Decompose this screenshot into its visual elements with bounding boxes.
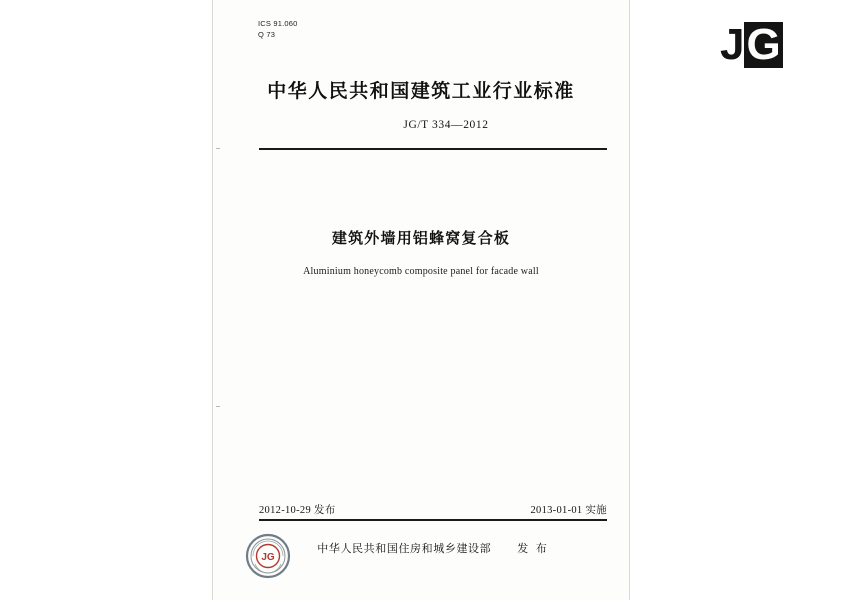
publisher-action: 发 布 [517,542,549,555]
publisher-name: 中华人民共和国住房和城乡建设部 [317,542,492,555]
jg-logo-letter-g: G [744,22,782,68]
issue-date: 2012-10-29 发布 [259,505,336,516]
document-title-english: Aluminium honeycomb composite panel for facade wall [303,266,539,277]
jg-logo-letter-j: J [720,20,744,69]
standard-series-title: 中华人民共和国建筑工业行业标准 [267,80,575,102]
divider-bottom [259,519,607,521]
official-seal-icon [245,533,291,579]
svg-text:JG: JG [261,552,275,563]
date-row [259,502,607,517]
implementation-date: 2013-01-01 实施 [530,505,607,516]
margin-tick-upper [216,148,220,149]
publisher-row [259,540,607,556]
document-title-chinese: 建筑外墙用铝蜂窝复合板 [331,229,511,247]
ics-classification-block [258,18,298,40]
margin-tick-lower [216,406,220,407]
standard-number: JG/T 334—2012 [403,119,489,131]
ics-code: ICS 91.060 [258,19,298,28]
classification-code: Q 73 [258,30,276,39]
divider-top [259,148,607,150]
